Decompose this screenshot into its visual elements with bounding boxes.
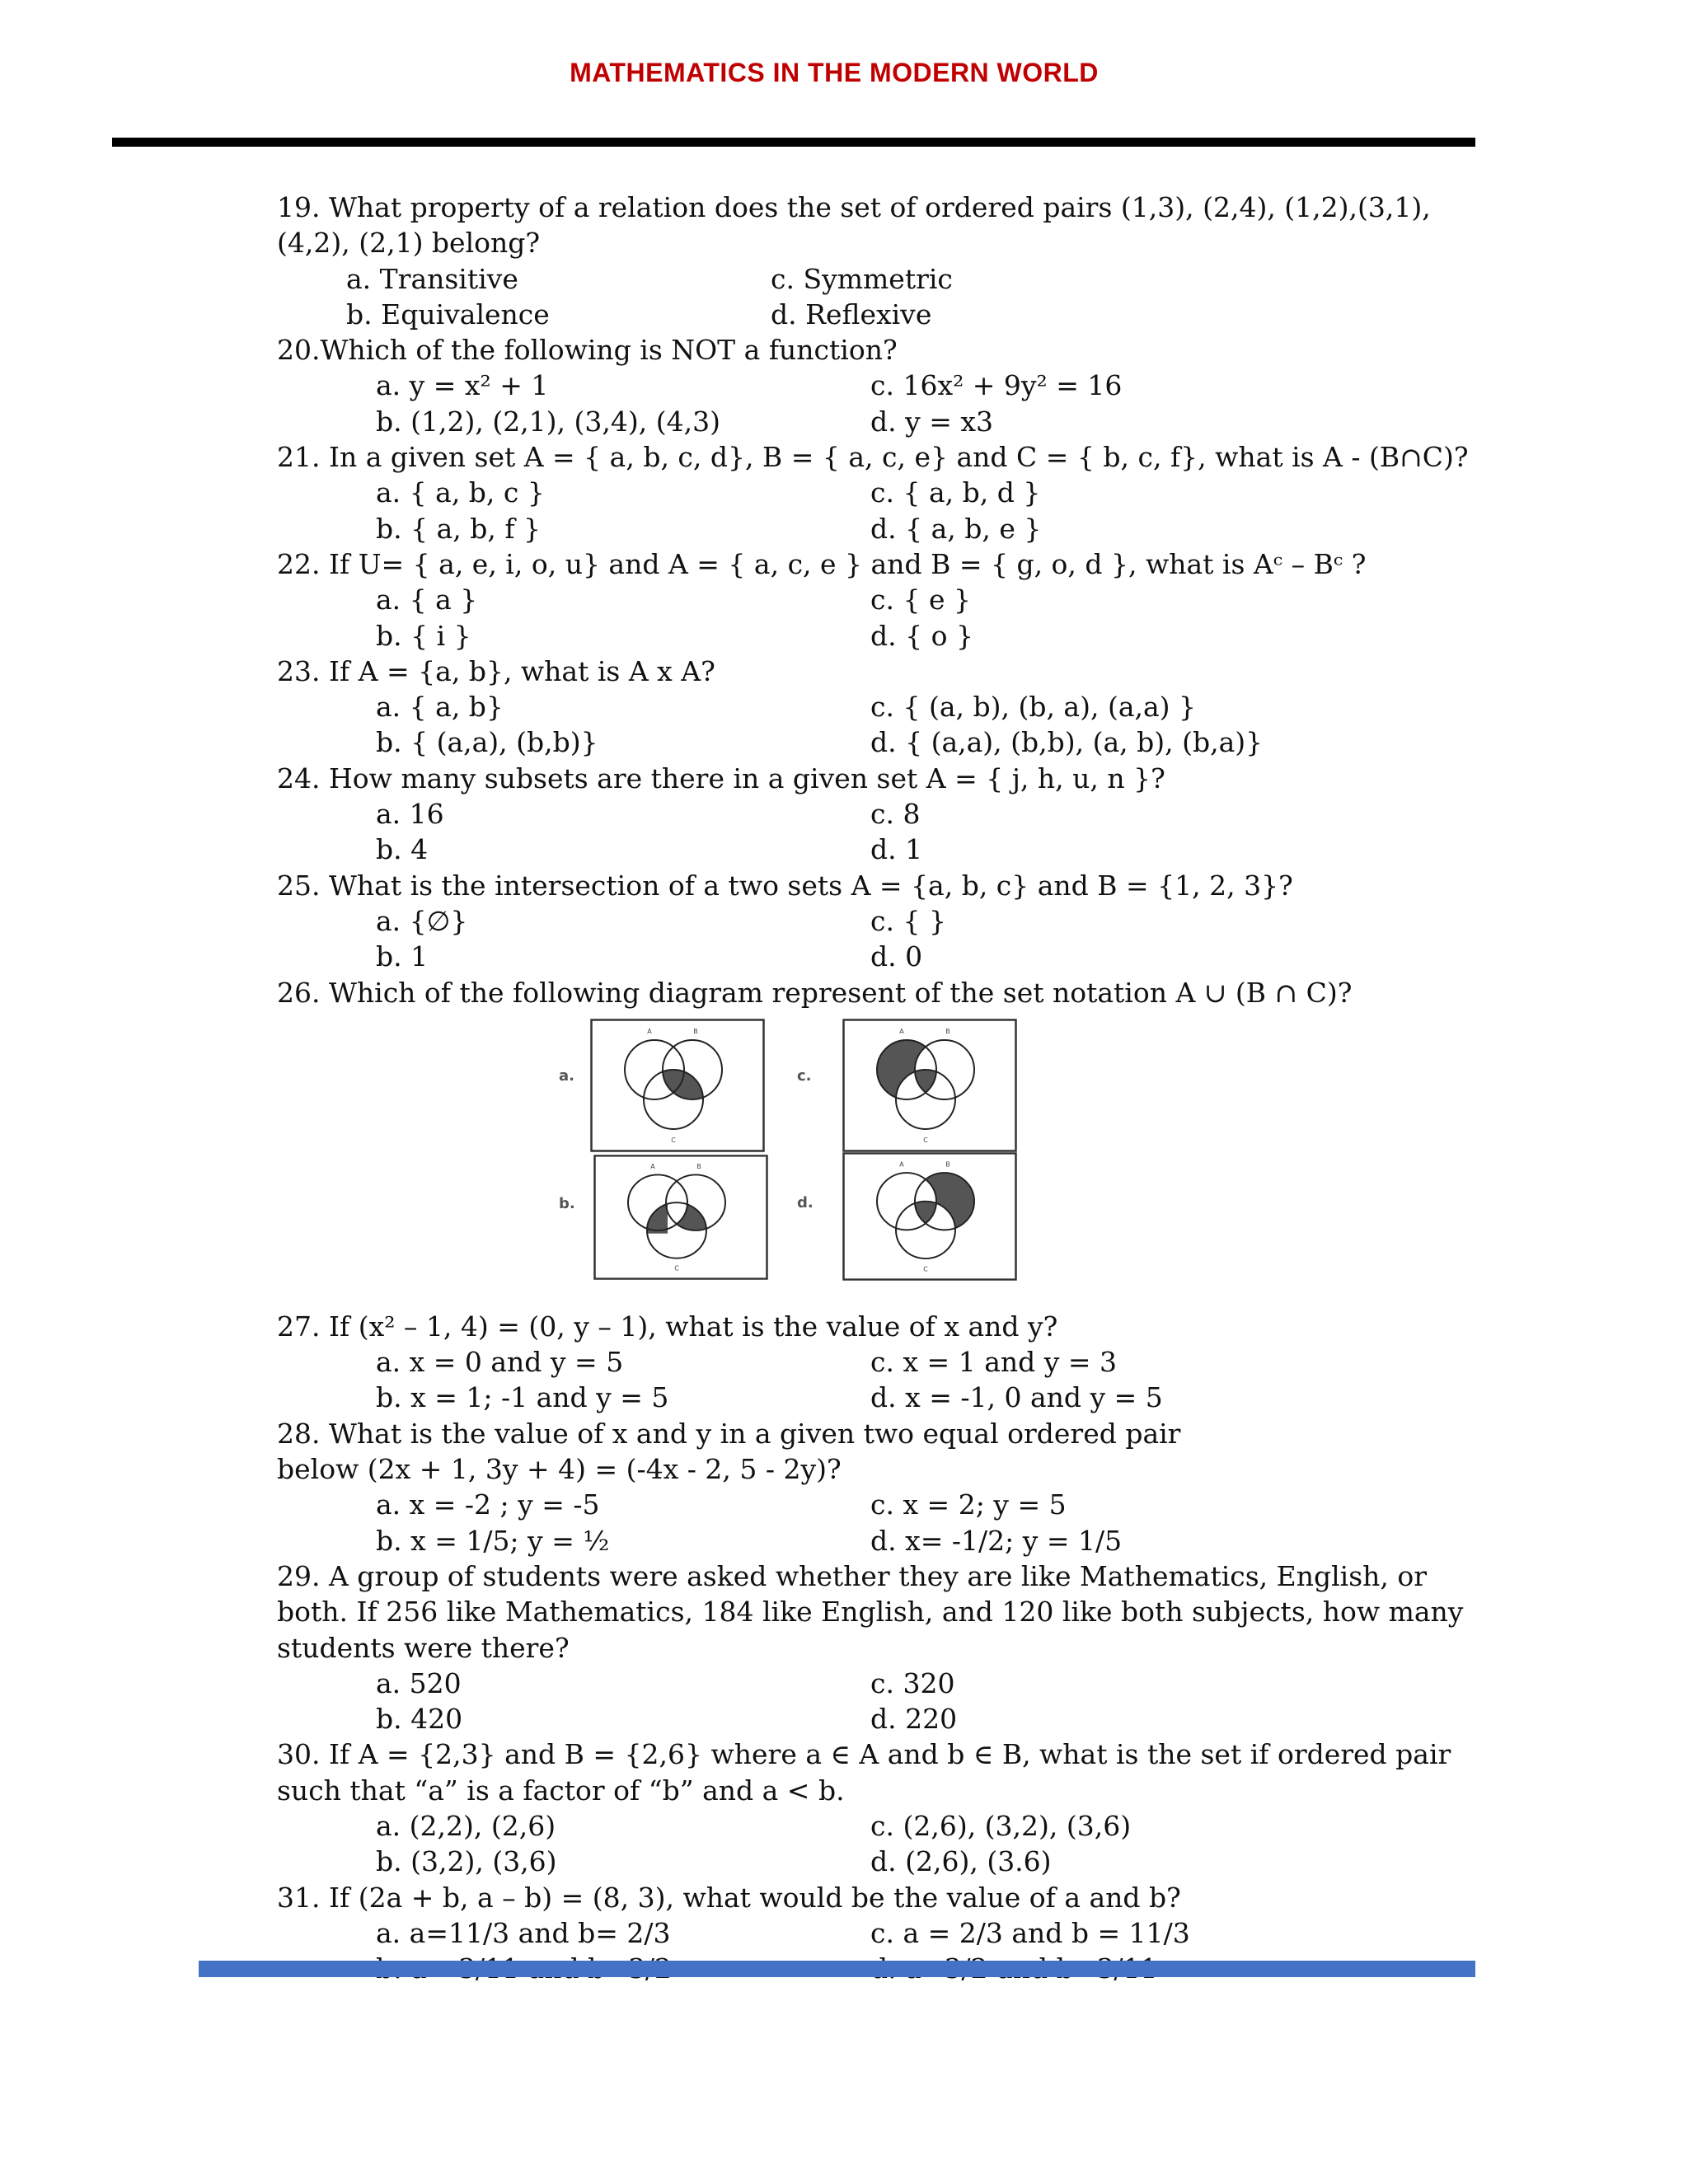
venn-option-label: c.: [797, 1066, 812, 1085]
question-21: [277, 439, 1497, 546]
choice-d[interactable]: d. (2,6), (3.6): [870, 1845, 1052, 1878]
venn-circle-label: C: [923, 1136, 928, 1144]
venn-option-c[interactable]: [797, 1019, 1015, 1151]
venn-circle-label: C: [674, 1264, 679, 1272]
venn-diagram-d: [842, 1152, 1017, 1281]
choice-a[interactable]: a. 520: [376, 1666, 462, 1699]
question-text: 31. If (2a + b, a – b) = (8, 3), what would be the value of a and b?: [277, 1881, 1181, 1914]
question-19: [277, 190, 1497, 332]
question-30: [277, 1736, 1497, 1879]
venn-circle-label: A: [899, 1027, 904, 1035]
venn-circle-label: A: [899, 1160, 904, 1169]
venn-diagram-options: [277, 1019, 1497, 1305]
choice-d[interactable]: d. x = -1, 0 and y = 5: [870, 1381, 1163, 1414]
venn-circle-label: A: [650, 1162, 655, 1170]
choice-a[interactable]: a. (2,2), (2,6): [376, 1809, 556, 1842]
choice-c[interactable]: c. { e }: [870, 583, 971, 616]
question-24: [277, 761, 1497, 868]
question-23: [277, 654, 1497, 761]
question-text: 24. How many subsets are there in a given set A = { j, h, u, n }?: [277, 762, 1165, 794]
choice-a[interactable]: a. x = -2 ; y = -5: [376, 1488, 600, 1521]
choice-a[interactable]: a. 16: [376, 798, 444, 831]
question-text: 29. A group of students were asked whether they are like Mathematics, English, or both. If 256 like Mathematics, 184 like English, and 120 like both subjects, how many students were there?: [277, 1559, 1464, 1664]
venn-option-label: b.: [559, 1194, 575, 1212]
venn-circle-label: B: [696, 1162, 701, 1170]
choices: [277, 261, 1497, 333]
question-27: [277, 1309, 1497, 1416]
choice-c[interactable]: c. 320: [870, 1666, 955, 1699]
choice-a[interactable]: a. Transitive: [346, 262, 518, 295]
venn-diagram-c: [842, 1019, 1017, 1152]
venn-diagram-b: [593, 1155, 768, 1280]
question-text: 21. In a given set A = { a, b, c, d}, B = { a, c, e} and C = { b, c, f}, what is A - (B∩C)?: [277, 441, 1469, 474]
choice-d[interactable]: d. 0: [870, 940, 923, 973]
choices: [277, 796, 1497, 868]
choice-d[interactable]: d. x= -1/2; y = 1/5: [870, 1524, 1123, 1557]
question-text: 26. Which of the following diagram represent of the set notation A ∪ (B ∩ C)?: [277, 976, 1353, 1009]
choice-c[interactable]: c. Symmetric: [771, 262, 953, 295]
question-text: 22. If U= { a, e, i, o, u} and A = { a, c, e } and B = { g, o, d }, what is Aᶜ – Bᶜ ?: [277, 547, 1367, 580]
question-text: 20.Which of the following is NOT a function?: [277, 334, 898, 367]
question-text: 19. What property of a relation does the set of ordered pairs (1,3), (2,4), (1,2),(3,1),(4,2), (2,1) belong?: [277, 191, 1431, 260]
question-25: [277, 868, 1497, 975]
venn-option-label: a.: [559, 1066, 574, 1085]
choices: [277, 368, 1497, 439]
venn-option-a[interactable]: [559, 1019, 763, 1151]
choice-d[interactable]: d. { a, b, e }: [870, 512, 1042, 545]
choice-a[interactable]: a. { a }: [376, 583, 478, 616]
choice-c[interactable]: c. 16x² + 9y² = 16: [870, 369, 1123, 402]
venn-circle-label: C: [671, 1136, 676, 1144]
choice-c[interactable]: c. x = 1 and y = 3: [870, 1346, 1117, 1379]
choices: [277, 475, 1497, 546]
choices: [277, 1487, 1497, 1558]
choice-b[interactable]: b. { i }: [376, 619, 471, 652]
question-text: 28. What is the value of x and y in a given two equal ordered pair below (2x + 1, 3y + 4) = (-4x - 2, 5 - 2y)?: [277, 1417, 1181, 1486]
choice-d[interactable]: d. y = x3: [870, 405, 993, 438]
choice-a[interactable]: a. a=11/3 and b= 2/3: [376, 1916, 671, 1949]
question-text: 23. If A = {a, b}, what is A x A?: [277, 654, 715, 687]
choices: [277, 903, 1497, 975]
choice-d[interactable]: d. { (a,a), (b,b), (a, b), (b,a)}: [870, 726, 1264, 759]
choice-a[interactable]: a. {∅}: [376, 904, 468, 937]
question-29: [277, 1558, 1497, 1736]
venn-option-d[interactable]: [797, 1152, 1015, 1284]
choice-a[interactable]: a. { a, b}: [376, 691, 504, 724]
venn-circle-label: B: [945, 1027, 950, 1035]
choice-b[interactable]: b. x = 1; -1 and y = 5: [376, 1381, 669, 1414]
choice-b[interactable]: b. { a, b, f }: [376, 512, 542, 545]
venn-diagram-a: [590, 1019, 765, 1152]
question-28: [277, 1416, 1497, 1558]
choice-a[interactable]: a. { a, b, c }: [376, 476, 545, 509]
page-header-title: MATHEMATICS IN THE MODERN WORLD: [570, 58, 1099, 87]
choice-b[interactable]: b. { (a,a), (b,b)}: [376, 726, 598, 759]
choice-b[interactable]: b. x = 1/5; y = ½: [376, 1524, 610, 1557]
choice-b[interactable]: b. 4: [376, 833, 429, 866]
venn-grid: [559, 1019, 1062, 1299]
question-list: [277, 190, 1497, 1986]
choice-b[interactable]: b. 1: [376, 940, 429, 973]
choice-c[interactable]: c. 8: [870, 798, 921, 831]
choices: [277, 1666, 1497, 1737]
choice-c[interactable]: c. { }: [870, 904, 946, 937]
footer-divider: [199, 1961, 1475, 1977]
choices: [277, 1344, 1497, 1416]
choice-c[interactable]: c. { (a, b), (b, a), (a,a) }: [870, 691, 1197, 724]
choices: [277, 1808, 1497, 1880]
question-20: [277, 332, 1497, 439]
venn-circle-label: B: [945, 1160, 950, 1169]
choice-a[interactable]: a. y = x² + 1: [376, 369, 549, 402]
venn-circle-label: A: [647, 1027, 652, 1035]
choice-d[interactable]: d. 220: [870, 1703, 958, 1736]
venn-option-b[interactable]: [559, 1155, 767, 1286]
question-text: 27. If (x² – 1, 4) = (0, y – 1), what is the value of x and y?: [277, 1310, 1058, 1343]
question-text: 25. What is the intersection of a two sets A = {a, b, c} and B = {1, 2, 3}?: [277, 869, 1293, 902]
venn-circle-label: C: [923, 1265, 928, 1273]
header-divider: [112, 138, 1475, 147]
choice-b[interactable]: b. 420: [376, 1703, 463, 1736]
choices: [277, 582, 1497, 654]
choice-b[interactable]: b. Equivalence: [346, 298, 550, 330]
choice-d[interactable]: d. Reflexive: [771, 298, 932, 330]
choices: [277, 689, 1497, 761]
choice-a[interactable]: a. x = 0 and y = 5: [376, 1346, 624, 1379]
question-26: [277, 975, 1497, 1305]
choice-c[interactable]: c. a = 2/3 and b = 11/3: [870, 1916, 1190, 1949]
venn-circle-label: B: [693, 1027, 698, 1035]
choice-b[interactable]: b. (1,2), (2,1), (3,4), (4,3): [376, 405, 720, 438]
question-22: [277, 546, 1497, 654]
choice-b[interactable]: b. (3,2), (3,6): [376, 1845, 557, 1878]
choice-c[interactable]: c. x = 2; y = 5: [870, 1488, 1067, 1521]
question-text: 30. If A = {2,3} and B = {2,6} where a ∈ A and b ∈ B, what is the set if ordered pair such that “a” is a factor of “b” and a < b.: [277, 1738, 1451, 1807]
choice-c[interactable]: c. (2,6), (3,2), (3,6): [870, 1809, 1132, 1842]
choice-d[interactable]: d. 1: [870, 833, 923, 866]
choice-d[interactable]: d. { o }: [870, 619, 973, 652]
venn-option-label: d.: [797, 1193, 814, 1212]
choice-c[interactable]: c. { a, b, d }: [870, 476, 1041, 509]
